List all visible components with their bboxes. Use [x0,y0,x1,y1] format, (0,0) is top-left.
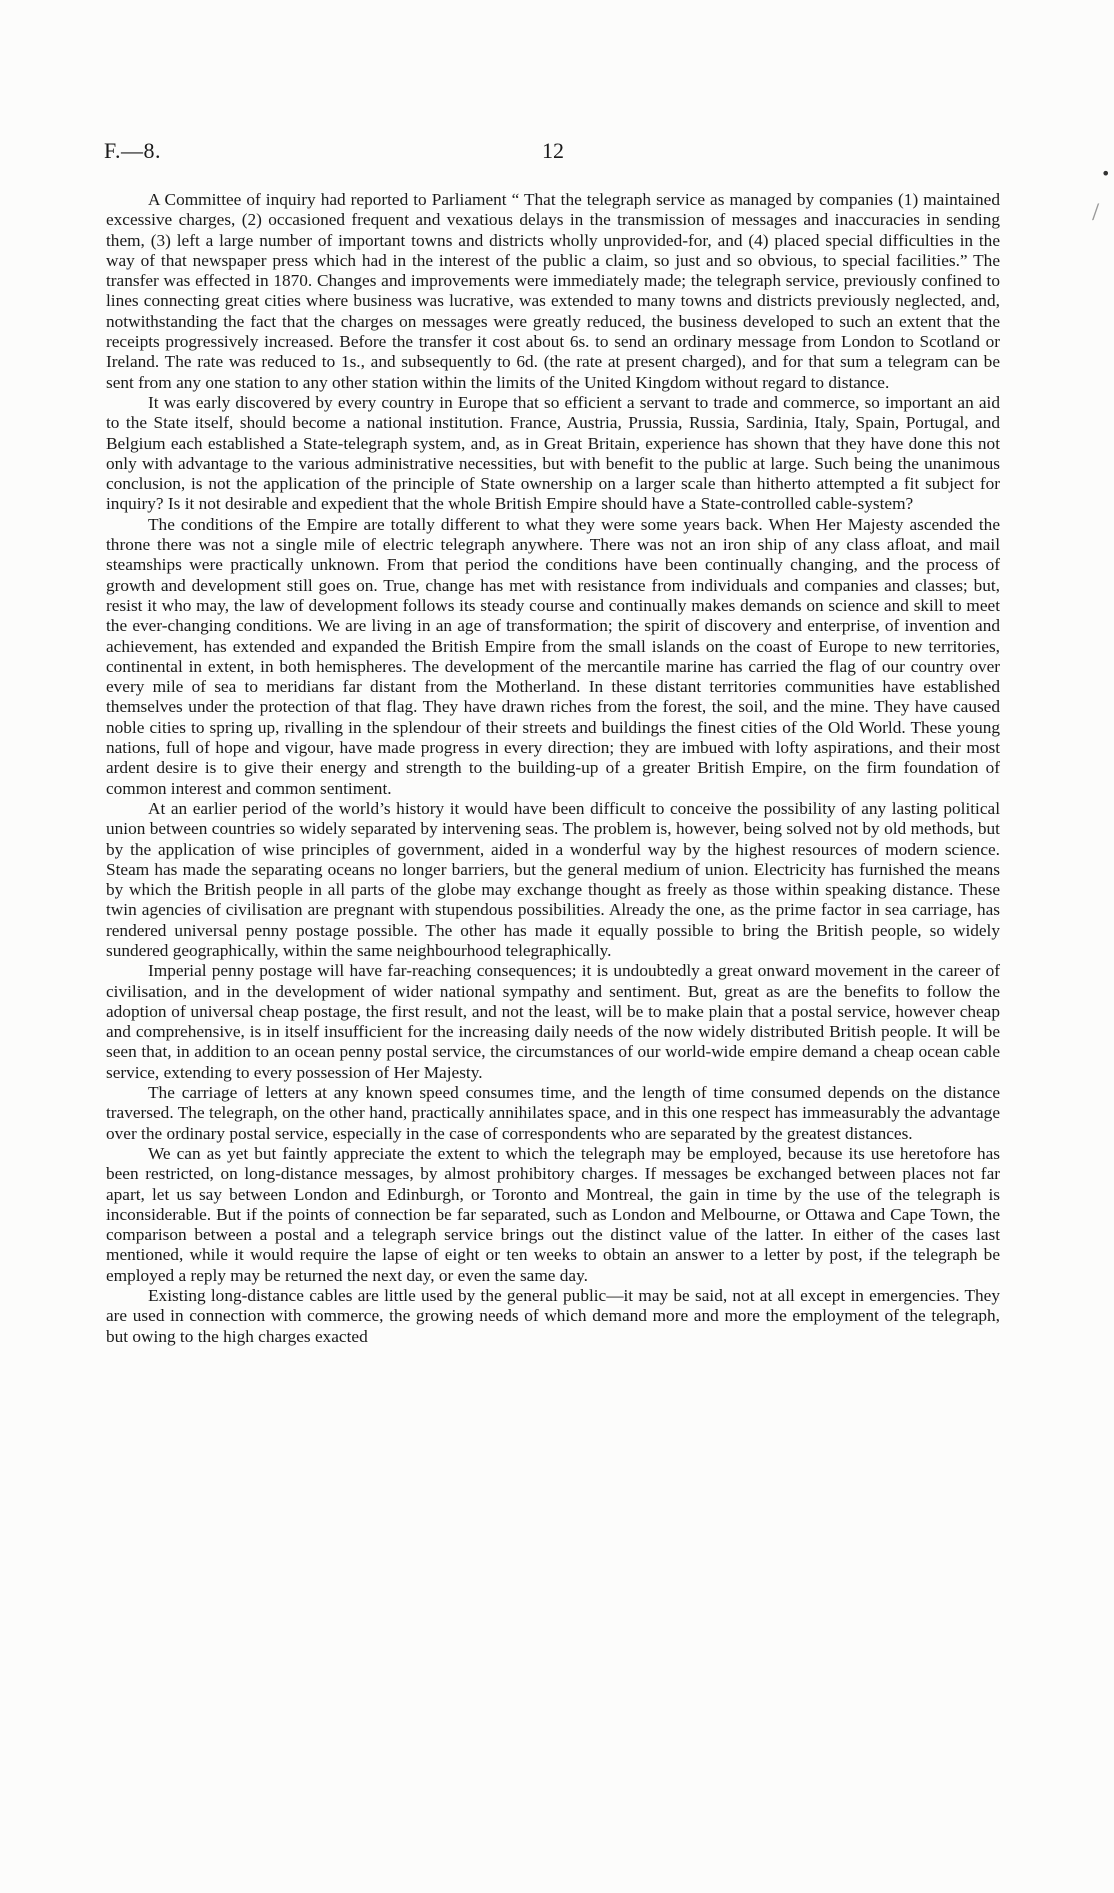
paragraph-telegraph-committee: A Committee of inquiry had reported to Parliament “ That the telegraph service as managed by companies (1) maintained excessive charges, (2) occasioned frequent and vexatious delays in the transmission of messages and inaccuracies in sending them, (3) left a large number of important towns and districts wholly unprovided-for, and (4) placed special difficulties in the way of that newspaper press which had in the interest of the public a claim, so just and so obvious, to special facilities.” The transfer was effected in 1870. Changes and improvements were immediately made; the telegraph service, previously confined to lines connecting great cities where business was lucrative, was extended to many towns and districts previously neglected, and, notwithstanding the fact that the charges on messages were greatly reduced, the business developed to such an extent that the receipts progressively increased. Before the transfer it cost about 6s. to send an ordinary message from London to Scotland or Ireland. The rate was reduced to 1s., and subsequently to 6d. (the rate at present charged), and for that sum a telegram can be sent from any one station to any other station within the limits of the United Kingdom without regard to distance. [106,190,1000,392]
document-reference: F.—8. [104,138,161,163]
page-number: 12 [542,138,564,163]
paragraph-telegraph-extent: We can as yet but faintly appreciate the extent to which the telegraph may be employed, because its use heretofore has been restricted, on long-distance messages, by almost prohibitory charges. If messages be exchanged between places not far apart, let us say between London and Edinburgh, or Toronto and Montreal, the gain in time by the use of the telegraph is inconsiderable. But if the points of connection be far separated, such as London and Melbourne, or Ottawa and Cape Town, the comparison between a postal and a telegraph service brings out the distinct value of the latter. In either of the cases last mentioned, while it would require the lapse of eight or ten weeks to obtain an answer to a letter by post, if the telegraph be employed a reply may be returned the next day, or even the same day. [106,1143,1000,1285]
margin-pencil-mark: ⁄ [1091,199,1100,225]
margin-dot-mark: • [1101,164,1111,183]
page-header [104,138,1004,168]
paragraph-empire-conditions: The conditions of the Empire are totally different to what they were some years back. When Her Majesty ascended the throne there was not a single mile of electric telegraph anywhere. There was not an iron ship of any class afloat, and mail steamships were practically unknown. From that period the conditions have been continually changing, and the process of growth and development still goes on. True, change has met with resistance from individuals and companies and classes; but, resist it who may, the law of development follows its steady course and continually makes demands on science and skill to meet the ever-changing conditions. We are living in an age of transformation; the spirit of discovery and enterprise, of invention and achievement, has extended and expanded the British Empire from the small islands on the coast of Europe to new territories, continental in extent, in both hemispheres. The development of the mercantile marine has carried the flag of our country over every mile of sea to meridians far distant from the Motherland. In these distant territories communities have established themselves under the protection of that flag. They have drawn riches from the forest, the soil, and the mine. They have caused noble cities to spring up, rivalling in the splendour of their streets and buildings the finest cities of the Old World. These young nations, full of hope and vigour, have made progress in every direction; they are imbued with lofty aspirations, and their most ardent desire is to give their energy and strength to the building-up of a greater British Empire, on the firm foundation of common interest and common sentiment. [106,514,1000,798]
body-text [106,190,1000,1347]
paragraph-political-union: At an earlier period of the world’s history it would have been difficult to conceive the possibility of any lasting political union between countries so widely separated by intervening seas. The problem is, however, being solved not by old methods, but by the application of wise principles of government, aided in a wonderful way by the highest resources of modern science. Steam has made the separating oceans no longer barriers, but the general medium of union. Electricity has furnished the means by which the British people in all parts of the globe may exchange thought as freely as those within speaking distance. These twin agencies of civilisation are pregnant with stupendous possibilities. Already the one, as the prime factor in sea carriage, has rendered universal penny postage possible. The other has made it equally possible to bring the British people, so widely sundered geographically, within the same neighbourhood telegraphically. [106,798,1000,960]
paragraph-imperial-penny-postage: Imperial penny postage will have far-reaching consequences; it is undoubtedly a great onward movement in the career of civilisation, and in the development of wider national sympathy and sentiment. But, great as are the benefits to follow the adoption of universal cheap postage, the first result, and not the least, will be to make plain that a postal service, however cheap and comprehensive, is in itself insufficient for the increasing daily needs of the now widely distributed British people. It will be seen that, in addition to an ocean penny postal service, the circumstances of our world-wide empire demand a cheap ocean cable service, extending to every possession of Her Majesty. [106,961,1000,1082]
paragraph-long-distance-cables: Existing long-distance cables are little used by the general public—it may be said, not at all except in emergencies. They are used in connection with commerce, the growing needs of which demand more and more the employment of the telegraph, but owing to the high charges exacted [106,1286,1000,1346]
paragraph-carriage-of-letters: The carriage of letters at any known speed consumes time, and the length of time consumed depends on the distance traversed. The telegraph, on the other hand, practically annihilates space, and in this one respect has immeasurably the advantage over the ordinary postal service, especially in the case of correspondents who are separated by the greatest distances. [106,1083,1000,1143]
paragraph-state-telegraph-europe: It was early discovered by every country in Europe that so efficient a servant to trade and commerce, so important an aid to the State itself, should become a national institution. France, Austria, Prussia, Russia, Sardinia, Italy, Spain, Portugal, and Belgium each established a State-telegraph system, and, as in Great Britain, experience has shown that they have done this not only with advantage to the various administrative necessities, but with benefit to the public at large. Such being the unanimous conclusion, is not the application of the principle of State ownership on a larger scale than hitherto attempted a fit subject for inquiry? Is it not desirable and expedient that the whole British Empire should have a State-controlled cable-system? [106,392,1000,514]
